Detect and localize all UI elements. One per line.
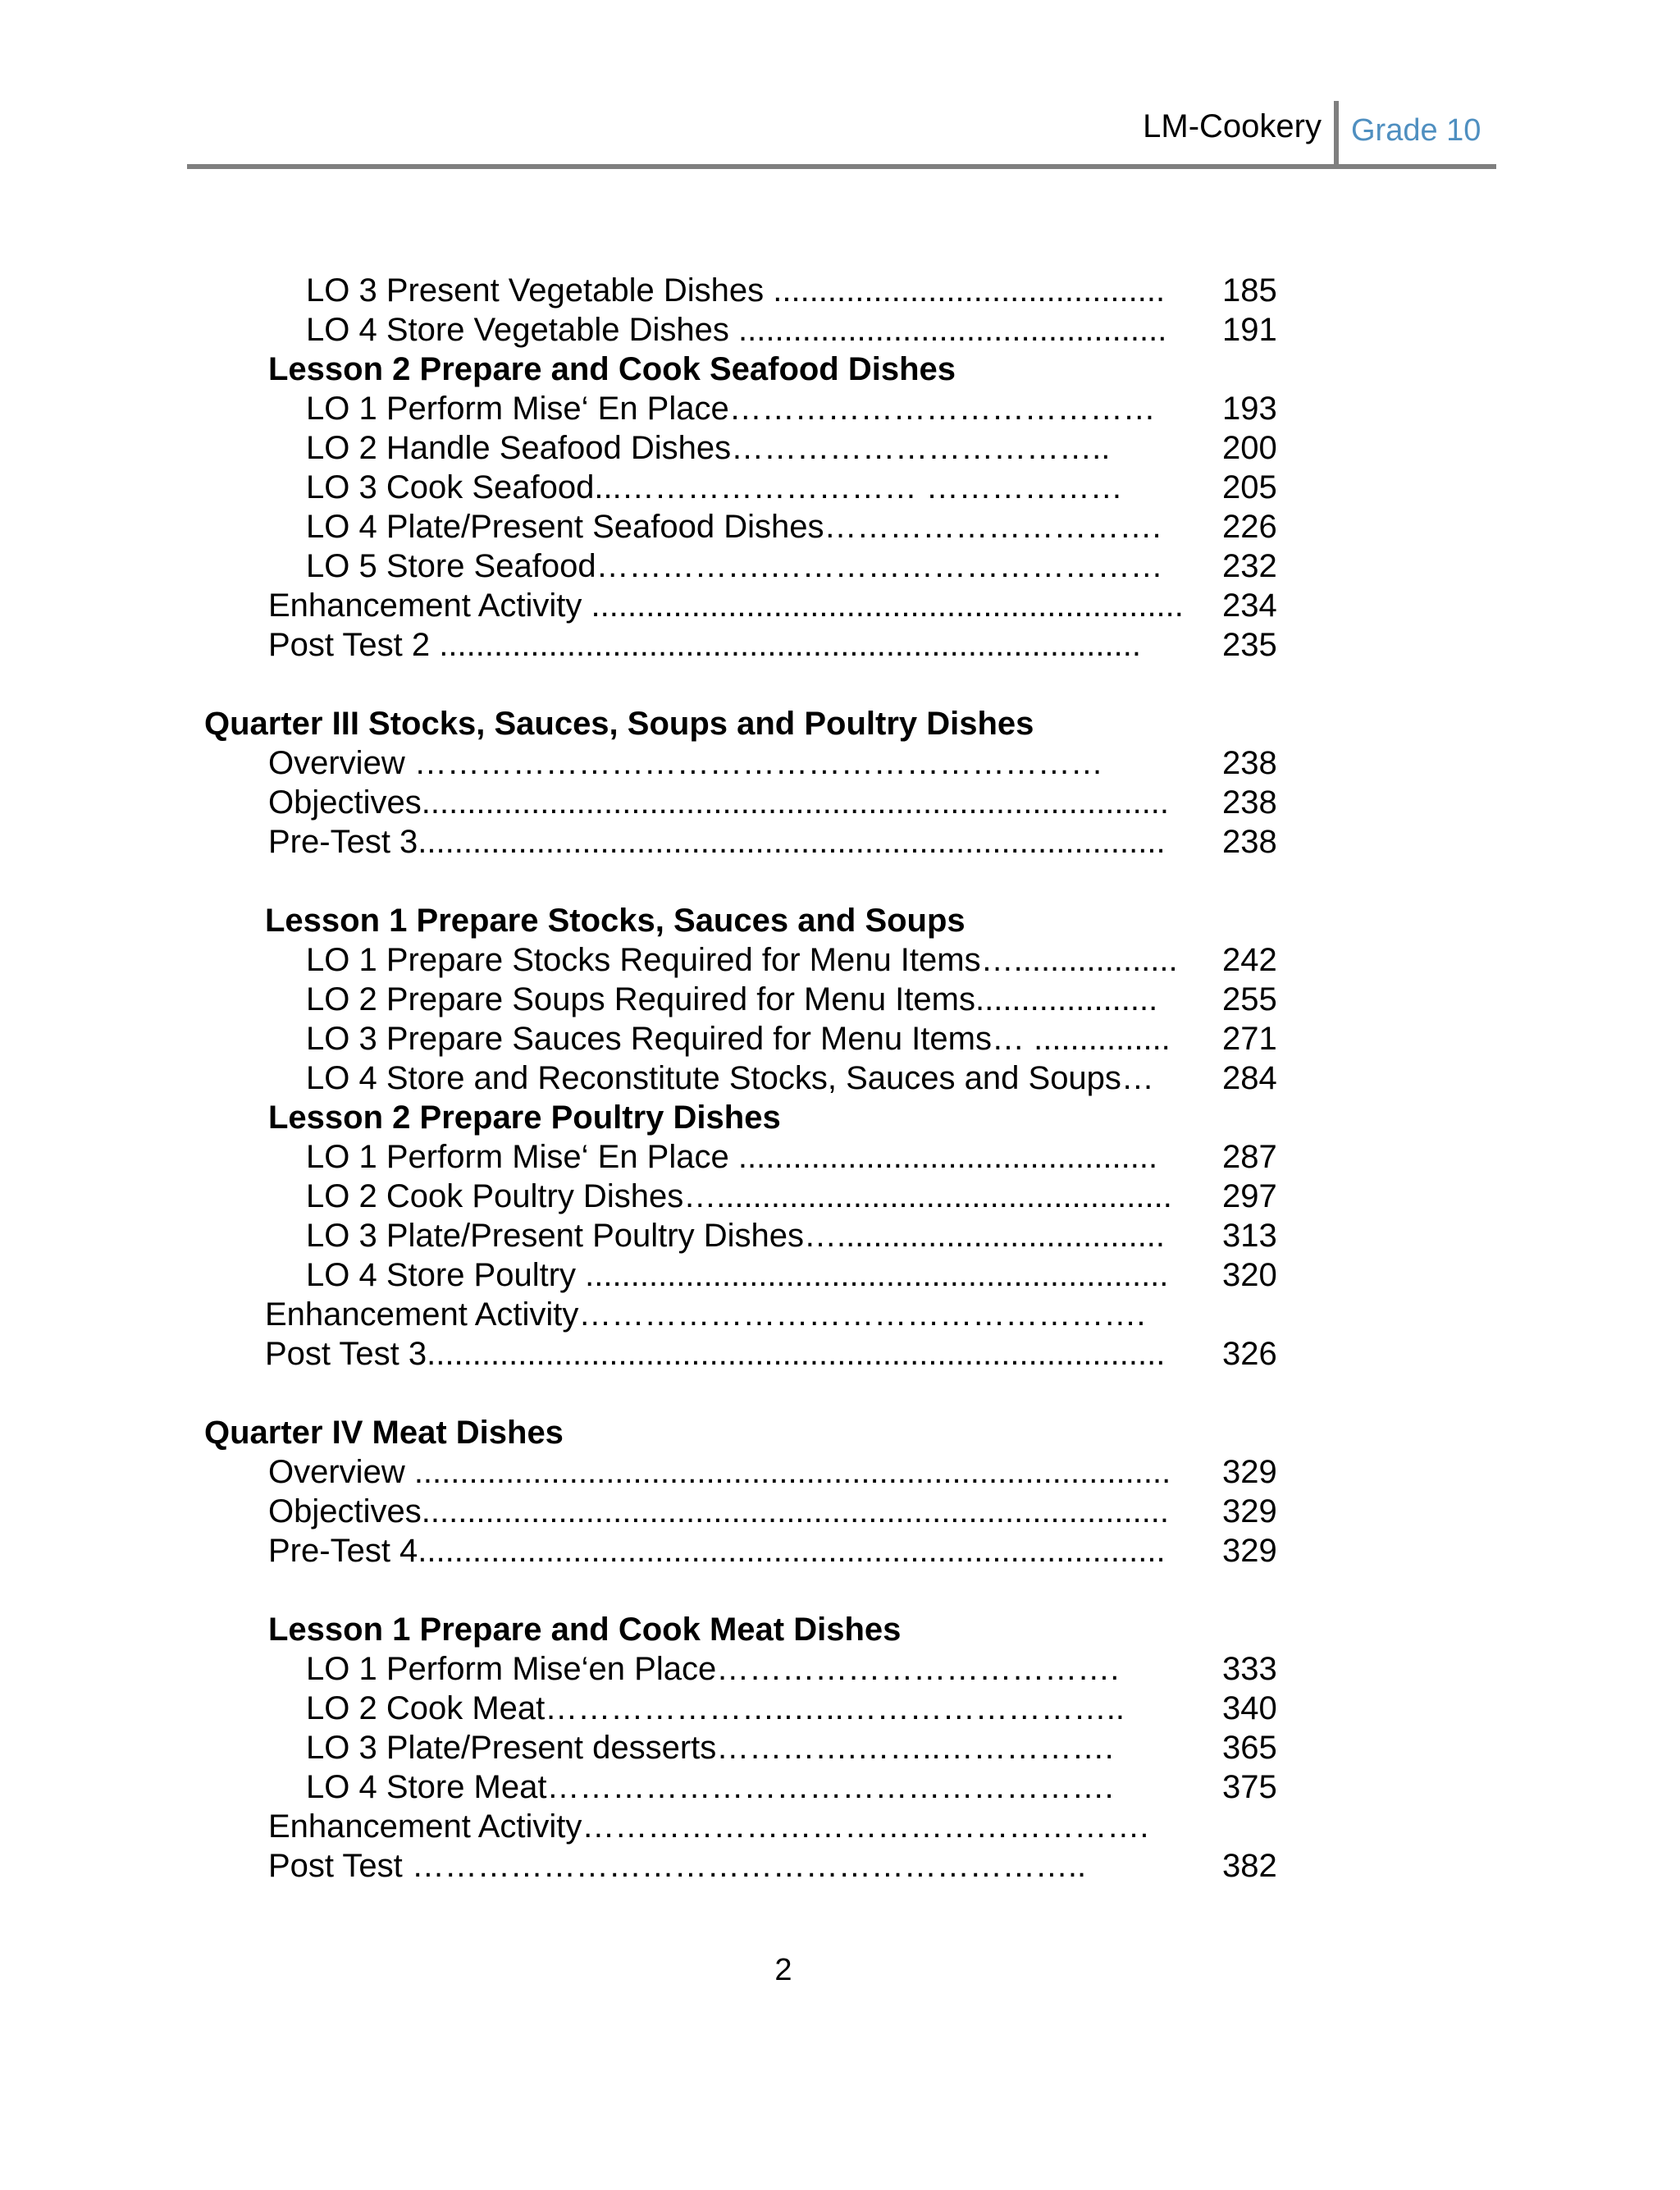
toc-page-number: 185 xyxy=(1222,272,1277,309)
toc-page-number: 238 xyxy=(1222,745,1277,781)
toc-entry-title: LO 3 Plate/Present Poultry Dishes….................................... xyxy=(306,1218,1166,1254)
toc-row xyxy=(0,1452,1680,1492)
toc-page-number: 234 xyxy=(1222,588,1277,624)
toc-entry-title: Enhancement Activity ................................................................. xyxy=(268,588,1184,624)
toc-row xyxy=(0,940,1680,980)
toc-entry-title: LO 2 Handle Seafood Dishes…………………………….. xyxy=(306,430,1111,466)
toc-page-number: 284 xyxy=(1222,1060,1277,1096)
toc-row xyxy=(0,1846,1680,1886)
toc-row xyxy=(0,310,1680,350)
toc-row xyxy=(0,1492,1680,1531)
toc-entry-title: LO 3 Prepare Sauces Required for Menu Items… ............... xyxy=(306,1021,1171,1057)
toc-entry-title: LO 4 Store Meat……………………………………………. xyxy=(306,1769,1114,1805)
toc-page-number: 242 xyxy=(1222,942,1277,978)
toc-entry-title: LO 2 Cook Meat…………………..…..…………………….. xyxy=(306,1690,1125,1726)
toc-row xyxy=(0,783,1680,822)
toc-page-number: 313 xyxy=(1222,1218,1277,1254)
toc-page-number: 235 xyxy=(1222,627,1277,663)
toc-entry-title: LO 3 Plate/Present desserts………….……..……………. xyxy=(306,1730,1114,1766)
toc-page-number: 329 xyxy=(1222,1533,1277,1569)
toc-entry-title: LO 1 Prepare Stocks Required for Menu Items….................. xyxy=(306,942,1178,978)
toc-row xyxy=(0,980,1680,1019)
toc-entry-title: LO 4 Store and Reconstitute Stocks, Sauces and Soups… xyxy=(306,1060,1154,1096)
toc-entry-title: Pre-Test 3.................................................................................. xyxy=(268,824,1166,860)
toc-entry-title: LO 4 Store Vegetable Dishes ............................................... xyxy=(306,312,1167,348)
toc-lesson-heading: Lesson 1 Prepare and Cook Meat Dishes xyxy=(268,1612,902,1648)
toc-page-number: 329 xyxy=(1222,1454,1277,1490)
toc-row xyxy=(0,428,1680,468)
toc-row xyxy=(0,665,1680,743)
toc-page-number: 271 xyxy=(1222,1021,1277,1057)
toc-page-number: 255 xyxy=(1222,981,1277,1017)
toc-row xyxy=(0,350,1680,389)
toc-row xyxy=(0,1058,1680,1098)
header-course-title: LM-Cookery xyxy=(1143,108,1322,144)
toc-entry-title: LO 3 Present Vegetable Dishes ........................................... xyxy=(306,272,1166,309)
toc-row xyxy=(0,389,1680,428)
page-number: 2 xyxy=(774,1953,792,1987)
toc-row xyxy=(0,1137,1680,1177)
toc-row xyxy=(0,1334,1680,1374)
toc-quarter-heading: Quarter IV Meat Dishes xyxy=(204,1415,564,1451)
toc-row xyxy=(0,822,1680,862)
toc-entry-title: Objectives.................................................................................. xyxy=(268,784,1170,821)
table-of-contents xyxy=(0,271,1680,1886)
toc-row xyxy=(0,1649,1680,1689)
toc-page-number: 297 xyxy=(1222,1178,1277,1214)
header-grade-label: Grade 10 xyxy=(1351,113,1481,148)
toc-entry-title: Post Test 3................................................................................. xyxy=(265,1336,1166,1372)
toc-entry-title: LO 3 Cook Seafood...……………………… ……………… xyxy=(306,469,1123,505)
toc-row xyxy=(0,1295,1680,1334)
toc-entry-title: LO 1 Perform Mise‘ En Place .............................................. xyxy=(306,1139,1158,1175)
toc-row xyxy=(0,1216,1680,1255)
toc-entry-title: Enhancement Activity……………………………………………. xyxy=(268,1808,1149,1845)
toc-entry-title: Enhancement Activity……………………………………………. xyxy=(265,1296,1146,1333)
toc-row xyxy=(0,468,1680,507)
toc-entry-title: Overview ……………………………………………………… xyxy=(268,745,1103,781)
toc-page-number: 333 xyxy=(1222,1651,1277,1687)
toc-entry-title: Post Test …………………………………………………….. xyxy=(268,1848,1087,1884)
toc-entry-title: LO 4 Plate/Present Seafood Dishes…………………………. xyxy=(306,509,1162,545)
toc-entry-title: Post Test 2 ............................................................................. xyxy=(268,627,1141,663)
toc-entry-title: LO 1 Perform Mise‘en Place………………………………. xyxy=(306,1651,1120,1687)
toc-page-number: 365 xyxy=(1222,1730,1277,1766)
toc-row xyxy=(0,507,1680,546)
toc-page-number: 326 xyxy=(1222,1336,1277,1372)
toc-lesson-heading: Lesson 2 Prepare and Cook Seafood Dishes xyxy=(268,351,956,387)
toc-lesson-heading: Lesson 2 Prepare Poultry Dishes xyxy=(268,1100,781,1136)
toc-row xyxy=(0,1689,1680,1728)
toc-page-number: 232 xyxy=(1222,548,1277,584)
toc-page-number: 238 xyxy=(1222,824,1277,860)
toc-row xyxy=(0,625,1680,665)
toc-row xyxy=(0,1019,1680,1058)
toc-page-number: 193 xyxy=(1222,391,1277,427)
toc-page-number: 375 xyxy=(1222,1769,1277,1805)
toc-page-number: 200 xyxy=(1222,430,1277,466)
toc-row xyxy=(0,1531,1680,1570)
toc-page-number: 382 xyxy=(1222,1848,1277,1884)
toc-row xyxy=(0,743,1680,783)
toc-row xyxy=(0,586,1680,625)
toc-page-number: 205 xyxy=(1222,469,1277,505)
toc-page-number: 238 xyxy=(1222,784,1277,821)
toc-entry-title: LO 2 Cook Poultry Dishes….................................................. xyxy=(306,1178,1172,1214)
toc-entry-title: Pre-Test 4.................................................................................. xyxy=(268,1533,1166,1569)
header-divider xyxy=(1334,101,1339,165)
toc-page-number: 320 xyxy=(1222,1257,1277,1293)
toc-entry-title: LO 4 Store Poultry ................................................................ xyxy=(306,1257,1169,1293)
toc-entry-title: LO 2 Prepare Soups Required for Menu Items.................... xyxy=(306,981,1158,1017)
toc-page-number: 226 xyxy=(1222,509,1277,545)
toc-row xyxy=(0,1098,1680,1137)
toc-row xyxy=(0,1255,1680,1295)
toc-lesson-heading: Lesson 1 Prepare Stocks, Sauces and Soups xyxy=(265,903,966,939)
toc-row xyxy=(0,1728,1680,1767)
toc-entry-title: LO 5 Store Seafood…………….……………………………… xyxy=(306,548,1163,584)
toc-page-number: 340 xyxy=(1222,1690,1277,1726)
toc-row xyxy=(0,1570,1680,1649)
toc-row xyxy=(0,1374,1680,1452)
toc-row xyxy=(0,1807,1680,1846)
toc-page-number: 329 xyxy=(1222,1493,1277,1529)
header-rule xyxy=(187,164,1496,169)
toc-row xyxy=(0,862,1680,940)
toc-entry-title: Objectives.................................................................................. xyxy=(268,1493,1170,1529)
toc-quarter-heading: Quarter III Stocks, Sauces, Soups and Poultry Dishes xyxy=(204,706,1034,742)
toc-page-number: 191 xyxy=(1222,312,1277,348)
toc-page-number: 287 xyxy=(1222,1139,1277,1175)
toc-row xyxy=(0,1767,1680,1807)
toc-row xyxy=(0,271,1680,310)
toc-row xyxy=(0,546,1680,586)
toc-entry-title: Overview ................................................................................... xyxy=(268,1454,1171,1490)
toc-entry-title: LO 1 Perform Mise‘ En Place………………………………… xyxy=(306,391,1156,427)
toc-row xyxy=(0,1177,1680,1216)
